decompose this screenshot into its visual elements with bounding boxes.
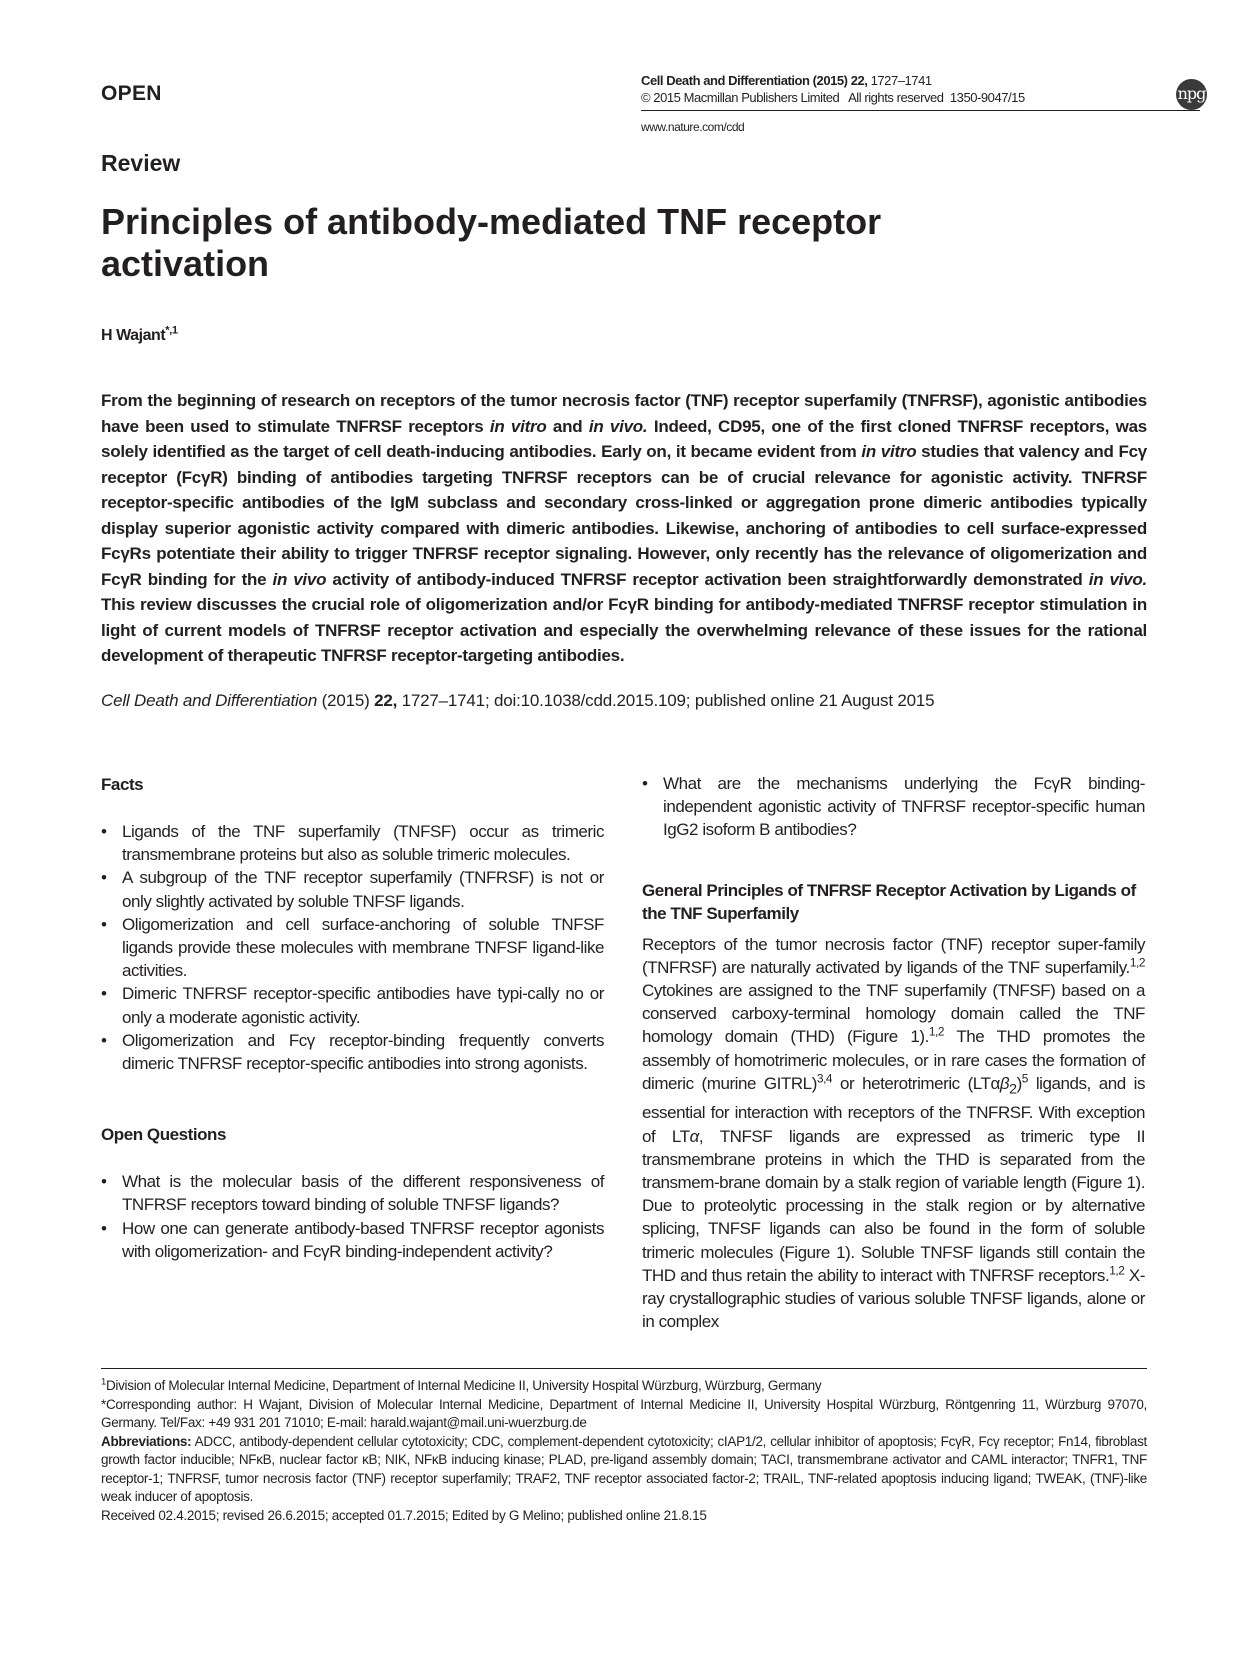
abstract-text: activity of antibody-induced TNFRSF receptor activation been straightforwardly demonstrated — [326, 569, 1089, 589]
list-item: • How one can generate antibody-based TNFRSF receptor agonists with oligomerization- and FcγR binding-independent activity? — [101, 1217, 604, 1263]
abstract-text: studies that valency and Fcγ receptor (FcγR) binding of antibodies targeting TNFRSF receptors can be of crucial relevance for agonistic activity. TNFRSF receptor-specific antibodies of the IgM subclass and secondary cross-linked or aggregation prone dimeric antibodies typically display superior agonistic activity compared with dimeric antibodies. Likewise, anchoring of antibodies to cell surface-expressed FcγRs potentiate their ability to trigger TNFRSF receptor signaling. However, only recently has the relevance of oligomerization and FcγR binding for the — [101, 442, 1147, 589]
body-text: Cytokines are assigned to the TNF superfamily (TNFSF) based on a conserved carboxy-terminal homology domain called the TNF homology domain (THD) (Figure 1). — [642, 981, 1145, 1047]
abbreviations-text: ADCC, antibody-dependent cellular cytotoxicity; CDC, complement-dependent cytotoxicity; cIAP1/2, cellular inhibitor of apoptosis; FcγR, Fcγ receptor; Fn14, fibroblast growth factor inducible; NFκB, nuclear factor κB; NIK, NFκB inducing kinase; PLAD, pre-ligand assembly domain; TACI, transmembrane activator and CAML interactor; TNFR1, TNF receptor-1; TNFRSF, tumor necrosis factor (TNF) receptor superfamily; TRAF2, TNF receptor associated factor-2; TRAIL, TNF-related apoptosis inducing ligand; TWEAK, (TNF)-like weak inducer of apoptosis. — [101, 1433, 1147, 1504]
subscript: 2 — [1009, 1081, 1017, 1098]
author-marks: *,1 — [165, 324, 178, 337]
facts-list — [101, 820, 604, 1075]
body-text: , TNFSF ligands are expressed as trimeric type II transmembrane proteins in which the THD is separated from the transmem-brane domain by a stalk region of variable length (Figure 1). Due to proteolytic processing in the stalk region or by alternative splicing, TNFSF ligands can also be found in the form of soluble trimeric molecules (Figure 1). Soluble TNFSF ligands still contain the THD and thus retain the ability to interact with TNFRSF receptors. — [642, 1126, 1146, 1285]
reference-mark: 3,4 — [816, 1071, 833, 1086]
list-item: • What are the mechanisms underlying the FcγR binding-independent agonistic activity of TNFRSF receptor-specific human IgG2 isoform B antibodies? — [642, 772, 1145, 842]
corresponding-author-note: *Corresponding author: H Wajant, Division of Molecular Internal Medicine, Department of Internal Medicine II, University Hospital Würzburg, Röntgenring 11, Würzburg 97070, Germany. Tel/Fax: +49 931 201 71010; E-mail: harald.wajant@mail.uni-wuerzburg.de — [101, 1396, 1147, 1430]
abstract-italic: in vitro — [489, 416, 547, 436]
affiliation-text: Division of Molecular Internal Medicine, Department of Internal Medicine II, University Hospital Würzburg, Würzburg, Germany — [105, 1378, 822, 1393]
journal-citation-bold: Cell Death and Differentiation (2015) 22, — [641, 73, 868, 88]
list-item: • Dimeric TNFRSF receptor-specific antibodies have typi-cally no or only a moderate agonistic activity. — [101, 982, 604, 1028]
body-text: Receptors of the tumor necrosis factor (TNF) receptor super-family (TNFRSF) are naturally activated by ligands of the TNF superfamily. — [642, 934, 1145, 977]
journal-header — [641, 72, 1025, 136]
list-item: • Ligands of the TNF superfamily (TNFSF) occur as trimeric transmembrane proteins but also as soluble trimeric molecules. — [101, 820, 604, 866]
footnotes — [101, 1377, 1147, 1525]
open-questions-heading: Open Questions — [101, 1125, 226, 1145]
abstract-italic: in vivo — [272, 569, 327, 589]
reference-mark: 5 — [1021, 1071, 1028, 1086]
journal-citation-line — [641, 72, 1025, 89]
body-text: ) — [1016, 1073, 1022, 1093]
list-item: • What is the molecular basis of the different responsiveness of TNFRSF receptors toward binding of soluble TNFSF ligands? — [101, 1170, 604, 1216]
citation-doi: 1727–1741; doi:10.1038/cdd.2015.109; published online 21 August 2015 — [397, 691, 935, 710]
list-item: • Oligomerization and cell surface-anchoring of soluble TNFSF ligands provide these molecules with membrane TNFSF ligand-like activities. — [101, 913, 604, 983]
affiliation-note — [101, 1377, 1147, 1396]
article-title: Principles of antibody-mediated TNF receptor activation — [101, 201, 882, 284]
abstract-text: and — [546, 416, 589, 436]
facts-heading: Facts — [101, 775, 144, 794]
open-questions-list-continued — [642, 772, 1145, 842]
greek-symbol: β — [999, 1073, 1010, 1093]
left-column — [101, 773, 604, 1263]
open-access-label: OPEN — [101, 82, 162, 105]
section-heading: General Principles of TNFRSF Receptor Activation by Ligands of the TNF Superfamily — [642, 880, 1136, 923]
list-item: • A subgroup of the TNF receptor superfamily (TNFRSF) is not or only slightly activated by soluble TNFSF ligands. — [101, 866, 604, 912]
abstract-italic: in vivo. — [588, 416, 648, 436]
affiliation-mark: 1 — [101, 1376, 106, 1388]
reference-mark: 1,2 — [1129, 955, 1145, 970]
article-citation — [101, 691, 934, 711]
citation-volume: 22, — [374, 691, 398, 710]
abbreviations-label: Abbreviations: — [101, 1433, 192, 1449]
body-text: or heterotrimeric (LTα — [832, 1073, 1000, 1093]
citation-journal: Cell Death and Differentiation — [101, 691, 318, 710]
abbreviations-note — [101, 1433, 1147, 1507]
body-text: X-ray crystallographic studies of various soluble TNFSF ligands, alone or in complex — [642, 1265, 1145, 1332]
citation-year: (2015) — [317, 691, 375, 710]
received-note: Received 02.4.2015; revised 26.6.2015; accepted 01.7.2015; Edited by G Melino; published online 21.8.15 — [101, 1507, 707, 1523]
abstract — [101, 388, 1147, 669]
list-item: • Oligomerization and Fcγ receptor-binding frequently converts dimeric TNFRSF receptor-specific antibodies into strong agonists. — [101, 1029, 604, 1075]
abstract-italic: in vitro — [861, 442, 917, 461]
abstract-text: From the beginning of research on receptors of the tumor necrosis factor (TNF) receptor superfamily (TNFRSF), agonistic antibodies have been used to stimulate TNFRSF receptors — [101, 391, 1147, 436]
reference-mark: 1,2 — [1109, 1263, 1125, 1278]
right-column — [642, 772, 1145, 1333]
footnote-divider — [101, 1368, 1147, 1369]
section-body — [642, 933, 1145, 1334]
npg-logo: npg — [1176, 79, 1207, 110]
open-questions-list — [101, 1170, 604, 1263]
article-type: Review — [101, 150, 181, 176]
abstract-text: This review discusses the crucial role of oligomerization and/or FcγR binding for antibody-mediated TNFRSF receptor stimulation in light of current models of TNFRSF receptor activation and especially the overwhelming relevance of these issues for the rational development of therapeutic TNFRSF receptor-targeting antibodies. — [101, 595, 1147, 665]
journal-pages: 1727–1741 — [870, 73, 932, 88]
author-line — [101, 324, 178, 345]
body-text: The THD promotes the assembly of homotrimeric molecules, or in rare cases the formation of dimeric (murine GITRL) — [642, 1027, 1145, 1093]
abstract-italic: in vivo. — [1088, 569, 1147, 589]
copyright-line: © 2015 Macmillan Publishers Limited All rights reserved 1350-9047/15 — [641, 90, 1025, 105]
abstract-text: Indeed, CD95, one of the first cloned TNFRSF receptors, was solely identified as the target of cell death-inducing antibodies. Early on, it became evident from — [101, 416, 1148, 461]
author-name: H Wajant — [101, 327, 166, 344]
journal-url[interactable]: www.nature.com/cdd — [641, 120, 745, 134]
greek-symbol: α — [689, 1126, 699, 1146]
reference-mark: 1,2 — [928, 1024, 945, 1039]
body-text: ligands, and is essential for interaction with receptors of the TNFRSF. With exception of LT — [642, 1073, 1145, 1146]
header-divider — [641, 110, 1200, 111]
